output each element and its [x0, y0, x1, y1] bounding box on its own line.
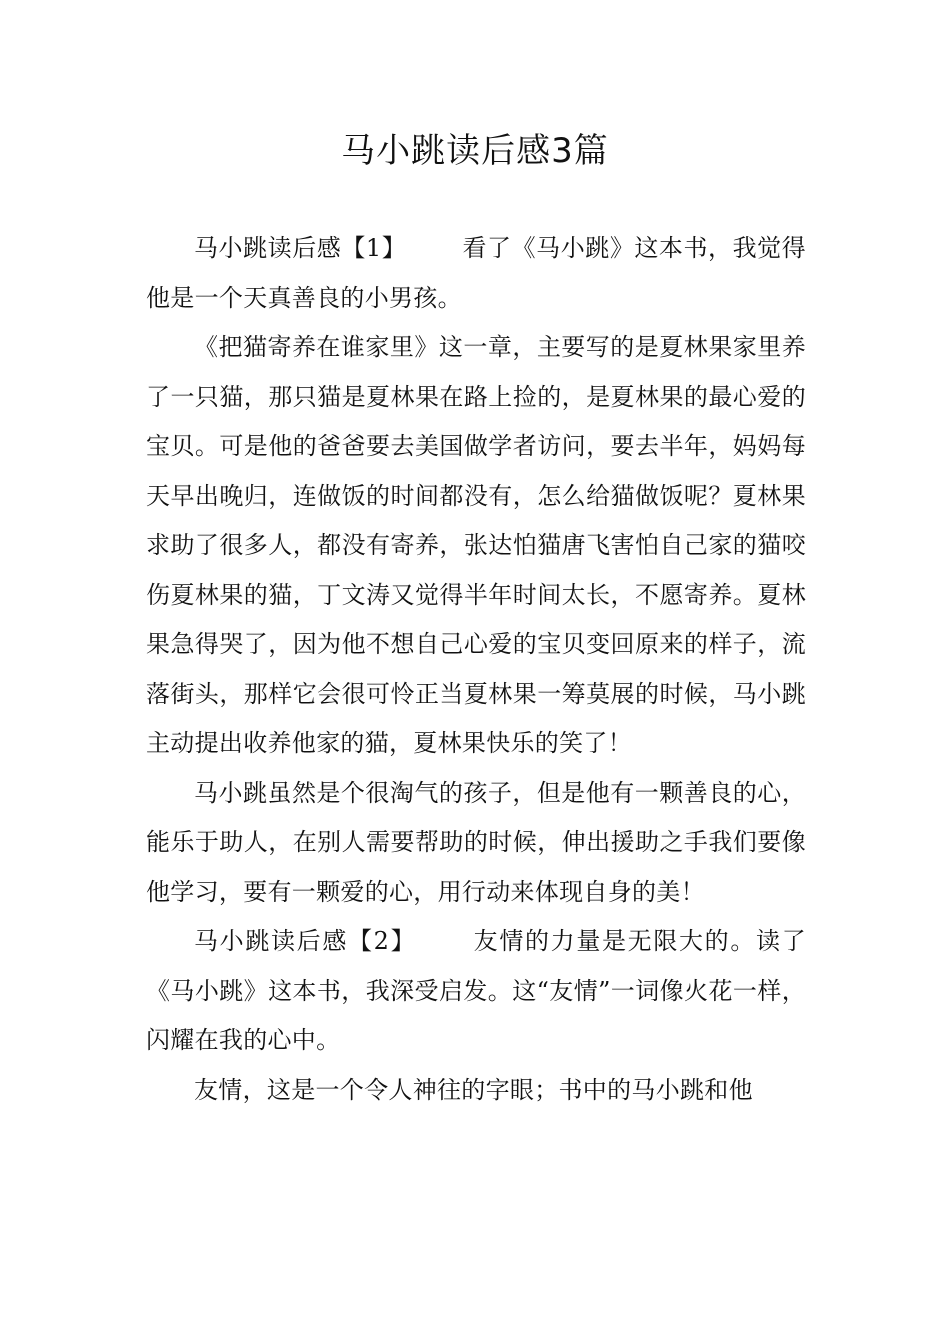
- paragraph-1: [146, 224, 806, 323]
- paragraph-4: [146, 917, 806, 1066]
- section-heading-1: 马小跳读后感【1】: [194, 234, 407, 262]
- document-body: [146, 224, 806, 1115]
- paragraph-4-text: 友情的力量是无限大的。读了《马小跳》这本书，我深受启发。这“友情”一词像火花一样，闪耀在我的心中。: [146, 927, 806, 1054]
- paragraph-1-text: 看了《马小跳》这本书，我觉得他是一个天真善良的小男孩。: [146, 234, 806, 312]
- paragraph-3: [146, 769, 806, 918]
- paragraph-5: [146, 1066, 806, 1116]
- paragraph-2-text: 《把猫寄养在谁家里》这一章，主要写的是夏林果家里养了一只猫，那只猫是夏林果在路上捡的，是夏林果的最心爱的宝贝。可是他的爸爸要去美国做学者访问，要去半年，妈妈每天早出晚归，连做饭的时间都没有，怎么给猫做饭呢？夏林果求助了很多人，都没有寄养，张达怕猫唐飞害怕自己家的猫咬伤夏林果的猫，丁文涛又觉得半年时间太长，不愿寄养。夏林果急得哭了，因为他不想自己心爱的宝贝变回原来的样子，流落街头，那样它会很可怜正当夏林果一筹莫展的时候，马小跳主动提出收养他家的猫，夏林果快乐的笑了！: [146, 333, 806, 757]
- paragraph-2: [146, 323, 806, 769]
- section-heading-2: 马小跳读后感【2】: [194, 927, 417, 955]
- document-title: 马小跳读后感3篇: [341, 131, 609, 171]
- paragraph-5-text: 友情，这是一个令人神往的字眼；书中的马小跳和他: [194, 1075, 753, 1104]
- paragraph-3-text: 马小跳虽然是个很淘气的孩子，但是他有一颗善良的心，能乐于助人，在别人需要帮助的时候，伸出援助之手我们要像他学习，要有一颗爱的心，用行动来体现自身的美！: [146, 778, 806, 906]
